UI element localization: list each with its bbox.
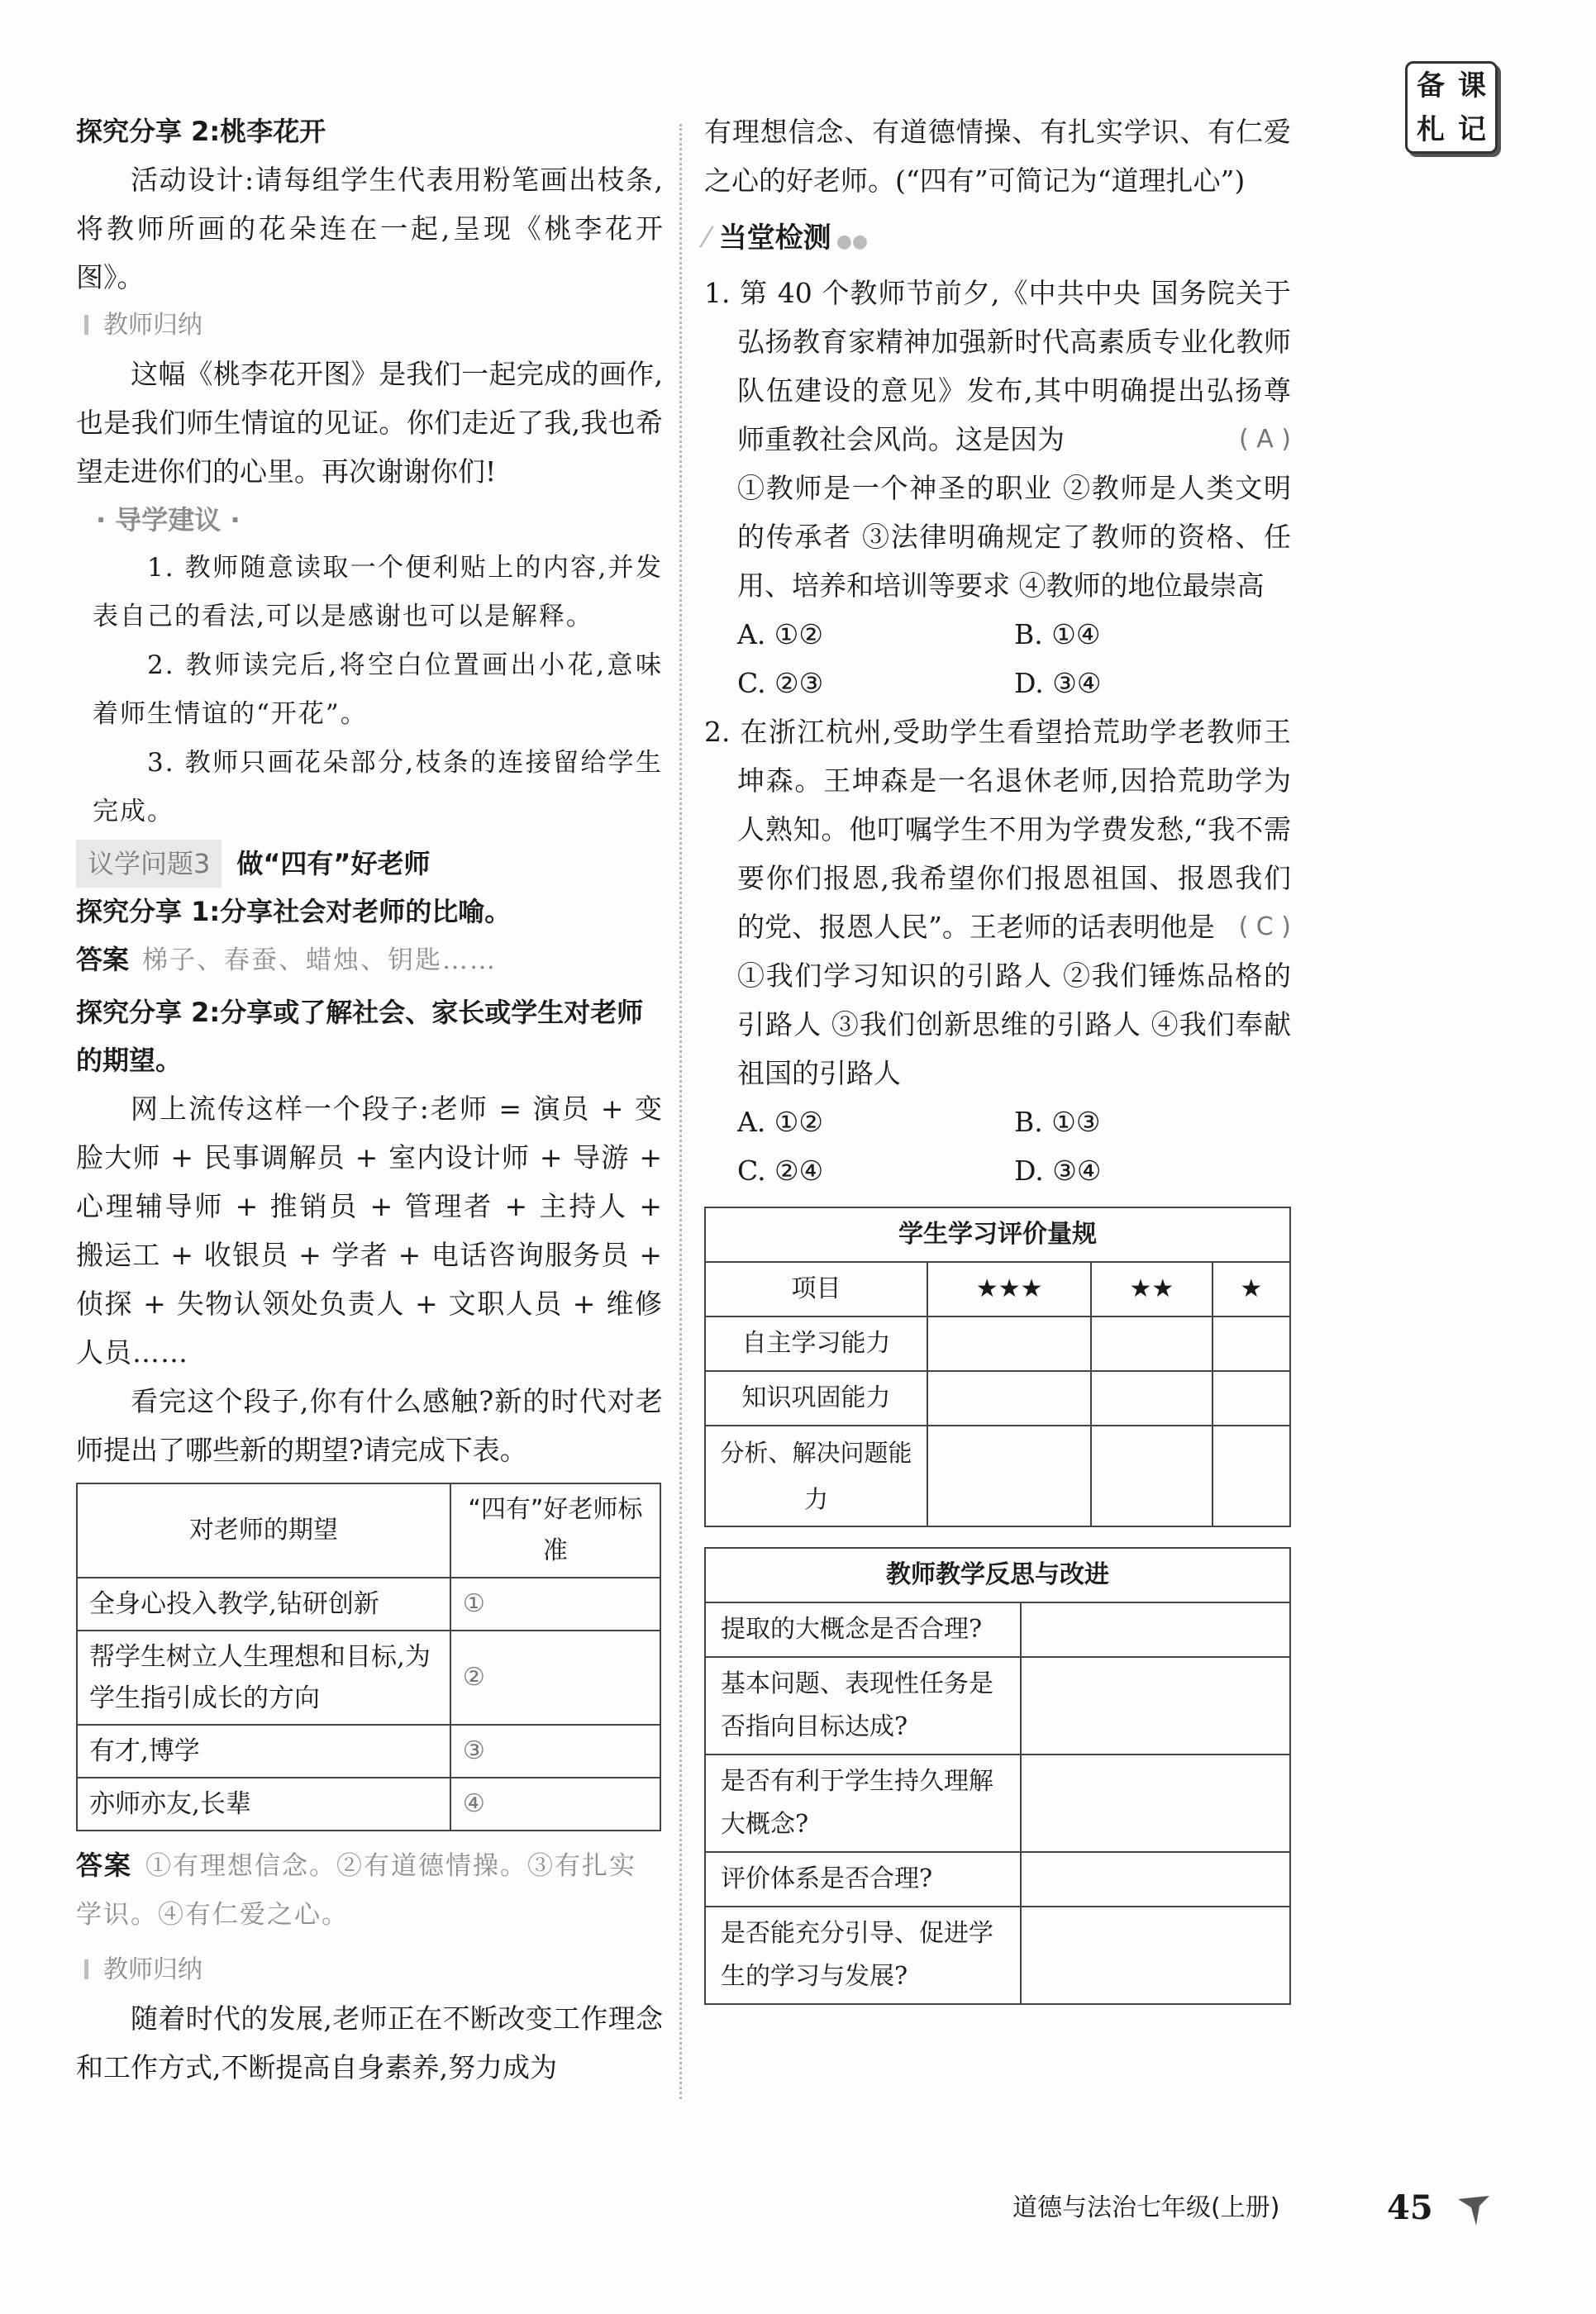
table-header: ★★ — [1091, 1262, 1212, 1317]
stamp-char: 记 — [1458, 112, 1486, 146]
tag-bar — [84, 1959, 88, 1979]
table-row — [705, 1657, 1290, 1755]
question-2 — [704, 707, 1291, 951]
question-stem: 2. 在浙江杭州,受助学生看望拾荒助学老教师王坤森。王坤森是一名退休老师,因拾荒助学为人熟知。他叮嘱学生不用为学费发愁,“我不需要你们报恩,我希望你们报恩祖国、报恩我们的党、报恩人民”。王老师的话表明他是 — [704, 716, 1291, 943]
guide-item: 2. 教师读完后,将空白位置画出小花,意味着师生情谊的“开花”。 — [93, 650, 663, 729]
activity-design: 活动设计:请每组学生代表用粉笔画出枝条,将教师所画的花朵连在一起,呈现《桃李花开图》。 — [76, 164, 663, 293]
option: C. ②④ — [737, 1155, 824, 1187]
issue-heading — [76, 840, 663, 888]
table-row — [77, 1578, 660, 1631]
question-answer: ( C ) — [1238, 912, 1291, 941]
teacher-summary-text: 这幅《桃李花开图》是我们一起完成的画作,也是我们师生情谊的见证。你们走近了我,我也希望走进你们的心里。再次谢谢你们! — [76, 358, 663, 488]
answer-label: 答案 — [76, 1850, 133, 1881]
issue-title: 做“四有”好老师 — [236, 848, 431, 879]
teacher-summary-text: 随着时代的发展,老师正在不断改变工作理念和工作方式,不断提高自身素养,努力成为 — [76, 2002, 663, 2083]
question-stem: 1. 第 40 个教师节前夕,《中共中央 国务院关于弘扬教育家精神加强新时代高素质专业化教师队伍建设的意见》发布,其中明确提出弘扬尊师重教社会风尚。这是因为 — [704, 277, 1291, 455]
table-row — [705, 1317, 1290, 1371]
question-options — [704, 1097, 1291, 1195]
table-header: 对老师的期望 — [77, 1483, 450, 1578]
teacher-summary-tag: 教师归纳 — [84, 1946, 663, 1994]
question-options — [704, 610, 1291, 707]
section-mark-icon: ⁄ — [704, 221, 709, 255]
table-cell: 分析、解决问题能力 — [705, 1426, 927, 1526]
empty-cell[interactable] — [1091, 1371, 1212, 1426]
table-row — [705, 1907, 1290, 2004]
table-header: 项目 — [705, 1262, 927, 1317]
guide-item: 3. 教师只画花朵部分,枝条的连接留给学生完成。 — [93, 748, 663, 826]
column-divider — [679, 124, 682, 2099]
table-cell: 全身心投入教学,钻研创新 — [77, 1578, 450, 1631]
table-row — [77, 1631, 660, 1725]
question-items: ①教师是一个神圣的职业 ②教师是人类文明的传承者 ③法律明确规定了教师的资格、任用、培养和培训等要求 ④教师的地位最崇高 — [737, 472, 1291, 602]
table-header-row — [705, 1262, 1290, 1317]
empty-cell[interactable] — [1021, 1907, 1290, 2004]
empty-cell[interactable] — [1212, 1426, 1290, 1526]
issue-tag: 议学问题3 — [76, 840, 222, 888]
empty-cell[interactable] — [927, 1426, 1091, 1526]
table-header: ★ — [1212, 1262, 1290, 1317]
table-cell: 知识巩固能力 — [705, 1371, 927, 1426]
empty-cell[interactable] — [1021, 1657, 1290, 1755]
table-row — [705, 1426, 1290, 1526]
question-items: ①我们学习知识的引路人 ②我们锤炼品格的引路人 ③我们创新思维的引路人 ④我们奉献祖国的引路人 — [737, 959, 1291, 1089]
table-row — [705, 1371, 1290, 1426]
table-caption: 教师教学反思与改进 — [705, 1548, 1290, 1602]
page-corner-icon — [1455, 2194, 1493, 2227]
empty-cell[interactable] — [1212, 1371, 1290, 1426]
table-header: “四有”好老师标准 — [450, 1483, 660, 1578]
table-cell: 是否有利于学生持久理解大概念? — [705, 1755, 1021, 1852]
notes-stamp — [1405, 61, 1498, 154]
empty-cell[interactable] — [1021, 1602, 1290, 1657]
evaluation-table — [704, 1207, 1291, 1527]
guide-item: 1. 教师随意读取一个便利贴上的内容,并发表自己的看法,可以是感谢也可以是解释。 — [93, 553, 663, 631]
table-cell: ① — [450, 1578, 660, 1631]
answer-label: 答案 — [76, 944, 130, 975]
answer-text: 梯子、春蚕、蜡烛、钥匙…… — [142, 945, 498, 975]
question-1 — [704, 269, 1291, 464]
table-cell: 是否能充分引导、促进学生的学习与发展? — [705, 1907, 1021, 2004]
answer-row — [76, 936, 663, 988]
share2b-title: 探究分享 2:分享或了解社会、家长或学生对老师的期望。 — [76, 997, 644, 1076]
book-title: 道德与法治七年级(上册) — [1012, 2193, 1280, 2222]
empty-cell[interactable] — [1091, 1426, 1212, 1526]
option: A. ①② — [737, 1106, 823, 1138]
table-cell: 评价体系是否合理? — [705, 1852, 1021, 1907]
answer-row-2 — [76, 1841, 663, 1940]
page-number: 45 — [1387, 2188, 1433, 2227]
answer-text: ①有理想信念。②有道德情操。③有扎实学识。④有仁爱之心。 — [76, 1851, 637, 1930]
left-column — [76, 107, 663, 2092]
table-cell: ② — [450, 1631, 660, 1725]
empty-cell[interactable] — [927, 1371, 1091, 1426]
guide-title: · 导学建议 · — [96, 504, 241, 536]
continuation-text: 有理想信念、有道德情操、有扎实学识、有仁爱之心的好老师。(“四有”可简记为“道理扎心”) — [704, 116, 1291, 197]
dots-icon: ●● — [836, 231, 869, 252]
table-caption: 学生学习评价量规 — [705, 1207, 1290, 1262]
option: D. ③④ — [1014, 1155, 1102, 1187]
share1-title: 探究分享 1:分享社会对老师的比喻。 — [76, 896, 512, 927]
empty-cell[interactable] — [1021, 1852, 1290, 1907]
table-caption-row — [705, 1207, 1290, 1262]
stamp-char: 课 — [1458, 69, 1486, 102]
share2-title: 探究分享 2:桃李花开 — [76, 116, 326, 147]
table-cell: ③ — [450, 1725, 660, 1778]
table-row — [77, 1778, 660, 1831]
table-cell: 提取的大概念是否合理? — [705, 1602, 1021, 1657]
empty-cell[interactable] — [1212, 1317, 1290, 1371]
right-column — [704, 107, 1291, 2005]
empty-cell[interactable] — [1021, 1755, 1290, 1852]
section-title: ⁄ 当堂检测 ●● — [704, 221, 869, 255]
paragraph: 看完这个段子,你有什么感触?新的时代对老师提出了哪些新的期望?请完成下表。 — [76, 1385, 663, 1466]
table-cell: 自主学习能力 — [705, 1317, 927, 1371]
option: A. ①② — [737, 618, 823, 650]
teacher-summary-tag: 教师归纳 — [84, 302, 663, 350]
stamp-char: 备 — [1417, 69, 1445, 102]
reflection-table — [704, 1547, 1291, 2005]
empty-cell[interactable] — [927, 1317, 1091, 1371]
table-row — [705, 1852, 1290, 1907]
option: B. ①③ — [1014, 1106, 1101, 1138]
table-caption-row — [705, 1548, 1290, 1602]
table-cell: 亦师亦友,长辈 — [77, 1778, 450, 1831]
table-row — [77, 1725, 660, 1778]
table-row — [705, 1602, 1290, 1657]
option: B. ①④ — [1014, 618, 1101, 650]
empty-cell[interactable] — [1091, 1317, 1212, 1371]
tag-bar — [84, 315, 88, 335]
option: C. ②③ — [737, 667, 824, 699]
table-cell: ④ — [450, 1778, 660, 1831]
table-cell: 帮学生树立人生理想和目标,为学生指引成长的方向 — [77, 1631, 450, 1725]
table-row — [705, 1755, 1290, 1852]
option: D. ③④ — [1014, 667, 1102, 699]
table-header-row — [77, 1483, 660, 1578]
table-header: ★★★ — [927, 1262, 1091, 1317]
question-answer: ( A ) — [1238, 425, 1291, 454]
table-cell: 有才,博学 — [77, 1725, 450, 1778]
expectation-table — [76, 1483, 661, 1831]
table-cell: 基本问题、表现性任务是否指向目标达成? — [705, 1657, 1021, 1755]
paragraph: 网上流传这样一个段子:老师 = 演员 + 变脸大师 + 民事调解员 + 室内设计师 + 导游 + 心理辅导师 + 推销员 + 管理者 + 主持人 + 搬运工 + 收银员 + 学者 + 电话咨询服务员 + 侦探 + 失物认领处负责人 + 文职人员 + 维修人员…… — [76, 1093, 663, 1369]
stamp-char: 札 — [1417, 112, 1445, 146]
